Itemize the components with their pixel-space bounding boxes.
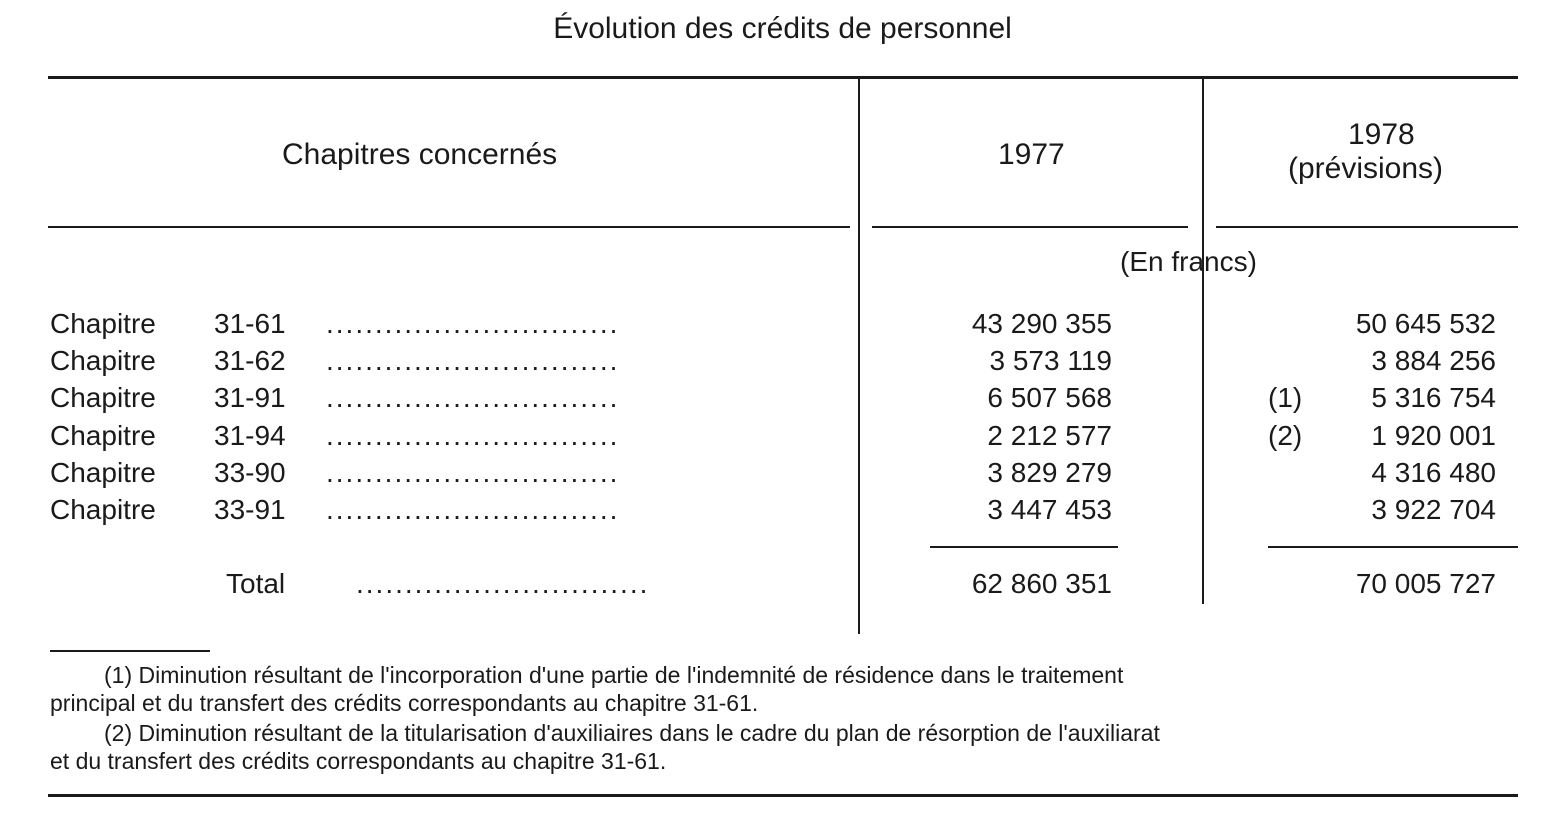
row-code: 31-61 xyxy=(214,308,286,339)
page-title: Évolution des crédits de personnel xyxy=(553,12,1012,45)
row-note: (2) xyxy=(1268,420,1303,451)
row-code: 33-91 xyxy=(214,494,286,525)
row-value-1977: 43 290 355 xyxy=(971,308,1112,339)
row-code: 31-94 xyxy=(214,420,286,451)
row-label: Chapitre xyxy=(50,494,156,525)
row-label: Chapitre xyxy=(50,345,156,376)
total-value-1977: 62 860 351 xyxy=(971,568,1112,599)
table-row xyxy=(0,308,1565,346)
row-label: Chapitre xyxy=(50,308,156,339)
row-value-1978: 5 316 754 xyxy=(1371,382,1496,413)
row-value-1978: 50 645 532 xyxy=(1355,308,1496,339)
header-1977: 1977 xyxy=(998,138,1065,171)
header-1978: 1978 xyxy=(1348,118,1415,151)
row-value-1978: 1 920 001 xyxy=(1371,420,1496,451)
row-label: Chapitre xyxy=(50,420,156,451)
footnote-2-line-1: (2) Diminution résultant de la titularisation d'auxiliaires dans le cadre du plan de résorption de l'auxiliarat xyxy=(104,720,1160,746)
footnote-1-line-1: (1) Diminution résultant de l'incorporation d'une partie de l'indemnité de résidence dans le traitement xyxy=(104,662,1124,688)
footnote-2-line-2: et du transfert des crédits correspondants au chapitre 31-61. xyxy=(50,748,667,774)
row-value-1978: 3 884 256 xyxy=(1371,345,1496,376)
row-value-1977: 2 212 577 xyxy=(987,420,1112,451)
total-leader-dots: .............................. xyxy=(356,568,650,599)
row-value-1978: 4 316 480 xyxy=(1371,457,1496,488)
footnote-separator xyxy=(50,650,210,652)
row-code: 31-62 xyxy=(214,345,286,376)
row-code: 31-91 xyxy=(214,382,286,413)
table-row xyxy=(0,382,1565,420)
row-leader-dots: .............................. xyxy=(326,382,620,413)
row-value-1977: 3 447 453 xyxy=(987,494,1112,525)
header-chapitres: Chapitres concernés xyxy=(282,138,558,171)
row-value-1977: 3 829 279 xyxy=(987,457,1112,488)
top-rule xyxy=(48,76,1518,79)
unit-label: (En francs) xyxy=(1120,246,1257,277)
total-label: Total xyxy=(226,568,286,599)
subtotal-rule-1978 xyxy=(1268,546,1518,548)
subtotal-rule-1977 xyxy=(930,546,1118,548)
table-row xyxy=(0,457,1565,495)
row-leader-dots: .............................. xyxy=(326,345,620,376)
row-label: Chapitre xyxy=(50,382,156,413)
row-value-1977: 6 507 568 xyxy=(987,382,1112,413)
header-rule-col3 xyxy=(1216,226,1518,228)
row-leader-dots: .............................. xyxy=(326,494,620,525)
bottom-rule xyxy=(48,794,1518,797)
table-row xyxy=(0,345,1565,383)
header-rule-col1 xyxy=(48,226,850,228)
row-value-1977: 3 573 119 xyxy=(989,345,1112,376)
header-previsions: (prévisions) xyxy=(1288,152,1444,185)
row-leader-dots: .............................. xyxy=(326,420,620,451)
row-leader-dots: .............................. xyxy=(326,308,620,339)
row-note: (1) xyxy=(1268,382,1303,413)
total-value-1978: 70 005 727 xyxy=(1355,568,1496,599)
table-row xyxy=(0,494,1565,532)
row-label: Chapitre xyxy=(50,457,156,488)
total-row xyxy=(0,568,1565,606)
header-rule-col2 xyxy=(872,226,1188,228)
table-row xyxy=(0,420,1565,458)
row-leader-dots: .............................. xyxy=(326,457,620,488)
row-value-1978: 3 922 704 xyxy=(1371,494,1496,525)
row-code: 33-90 xyxy=(214,457,286,488)
footnote-1-line-2: principal et du transfert des crédits correspondants au chapitre 31-61. xyxy=(50,690,759,716)
